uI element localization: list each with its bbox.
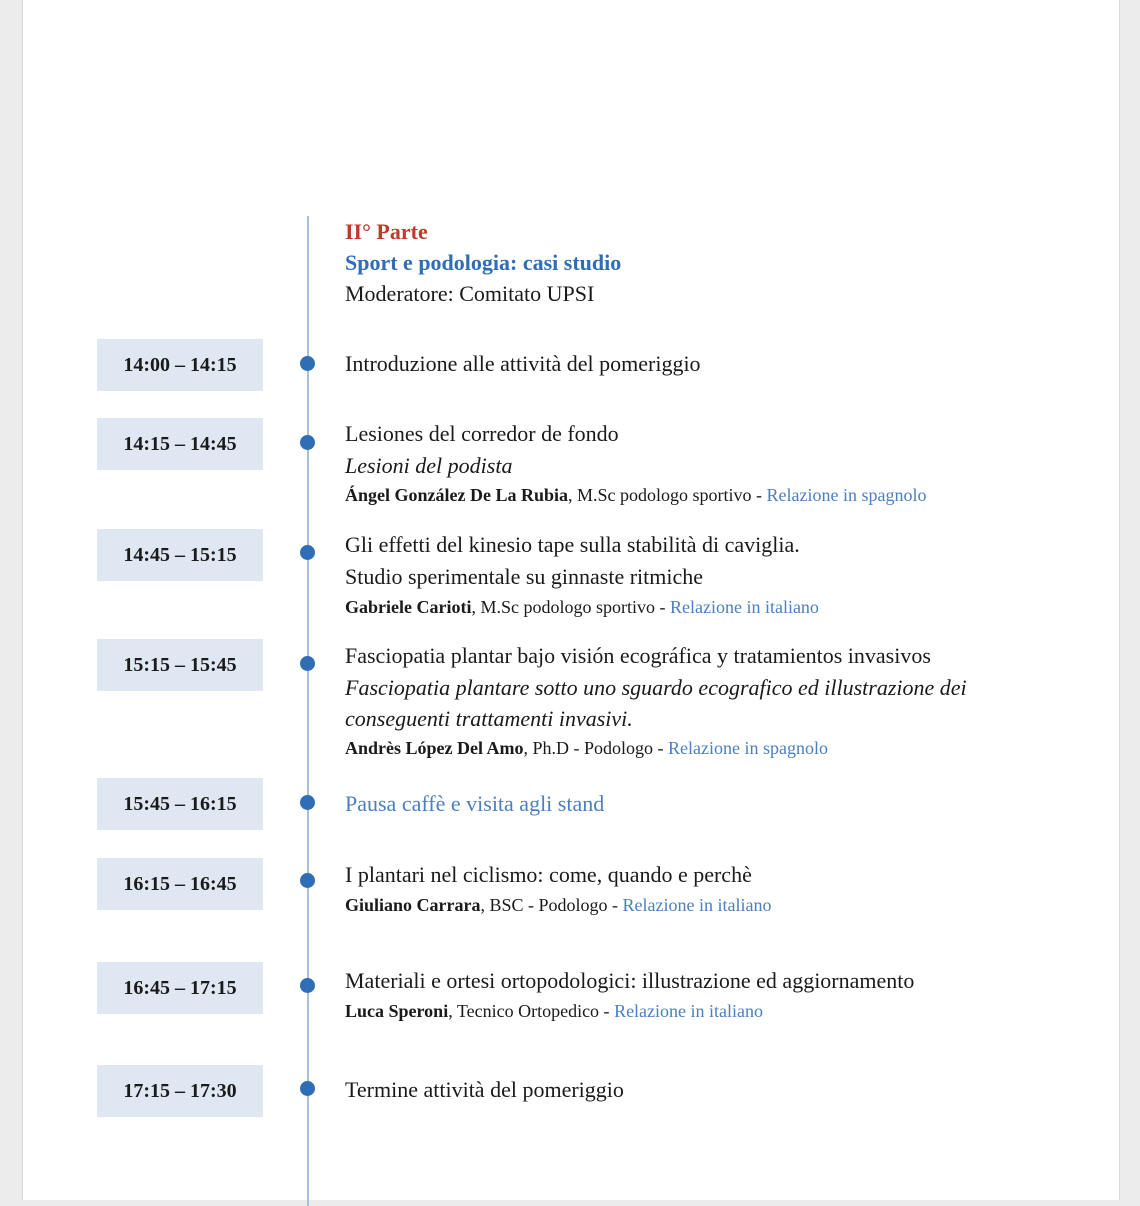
language-note: Relazione in spagnolo <box>668 738 828 758</box>
speaker-role: , M.Sc podologo sportivo - <box>471 597 670 617</box>
session-item <box>345 965 1085 1026</box>
time-slot: 14:00 – 14:15 <box>97 339 263 391</box>
timeline-dot <box>300 656 315 671</box>
speaker-name: Ángel González De La Rubia <box>345 485 568 505</box>
language-note: Relazione in italiano <box>614 1001 764 1021</box>
part-label: II° Parte <box>345 219 428 244</box>
session-subtitle: Fasciopatia plantare sotto uno sguardo ecografico ed illustrazione dei <box>345 675 967 700</box>
session-subtitle: Lesioni del podista <box>345 453 513 478</box>
moderator: Moderatore: Comitato UPSI <box>345 281 595 306</box>
speaker-role: , Ph.D - Podologo - <box>523 738 669 758</box>
session-item <box>345 1074 1085 1106</box>
speaker-line <box>345 997 1085 1026</box>
session-title: Termine attività del pomeriggio <box>345 1077 624 1102</box>
break-title: Pausa caffè e visita agli stand <box>345 791 605 816</box>
time-slot: 16:15 – 16:45 <box>97 858 263 910</box>
session-item <box>345 529 1085 622</box>
speaker-role: , M.Sc podologo sportivo - <box>568 485 767 505</box>
speaker-line <box>345 593 1085 622</box>
session-title: Lesiones del corredor de fondo <box>345 421 619 446</box>
language-note: Relazione in italiano <box>622 895 772 915</box>
speaker-name: Andrès López Del Amo <box>345 738 524 758</box>
session-item <box>345 418 1085 510</box>
session-subtitle-line2: conseguenti trattamenti invasivi. <box>345 706 633 731</box>
session-title-line2: Studio sperimentale su ginnaste ritmiche <box>345 564 704 589</box>
speaker-line <box>345 481 1085 510</box>
timeline-dot <box>300 873 315 888</box>
language-note: Relazione in italiano <box>669 597 819 617</box>
session-title: I plantari nel ciclismo: come, quando e perchè <box>345 862 752 887</box>
speaker-name: Giuliano Carrara <box>345 895 481 915</box>
timeline-dot <box>300 356 315 371</box>
session-item <box>345 640 1085 763</box>
session-item <box>345 348 1085 380</box>
timeline-dot <box>300 1081 315 1096</box>
session-title: Introduzione alle attività del pomeriggio <box>345 351 701 376</box>
language-note: Relazione in spagnolo <box>766 485 927 505</box>
time-slot: 17:15 – 17:30 <box>97 1065 263 1117</box>
time-slot: 16:45 – 17:15 <box>97 962 263 1014</box>
session-title: Gli effetti del kinesio tape sulla stabilità di caviglia. <box>345 532 800 557</box>
speaker-line <box>345 734 1085 763</box>
time-slot: 15:15 – 15:45 <box>97 639 263 691</box>
speaker-role: , Tecnico Ortopedico - <box>448 1001 615 1021</box>
speaker-name: Luca Speroni <box>345 1001 449 1021</box>
timeline-dot <box>300 435 315 450</box>
time-slot: 14:15 – 14:45 <box>97 418 263 470</box>
section-header <box>345 216 621 309</box>
speaker-role: , BSC - Podologo - <box>480 895 623 915</box>
speaker-name: Gabriele Carioti <box>345 597 472 617</box>
time-slot: 14:45 – 15:15 <box>97 529 263 581</box>
timeline-dot <box>300 545 315 560</box>
timeline-dot <box>300 795 315 810</box>
session-item <box>345 788 1085 820</box>
speaker-line <box>345 891 1085 920</box>
section-title: Sport e podologia: casi studio <box>345 250 622 275</box>
session-title: Fasciopatia plantar bajo visión ecográfica y tratamientos invasivos <box>345 643 931 668</box>
time-slot: 15:45 – 16:15 <box>97 778 263 830</box>
timeline-dot <box>300 978 315 993</box>
session-title: Materiali e ortesi ortopodologici: illustrazione ed aggiornamento <box>345 968 915 993</box>
session-item <box>345 859 1085 920</box>
